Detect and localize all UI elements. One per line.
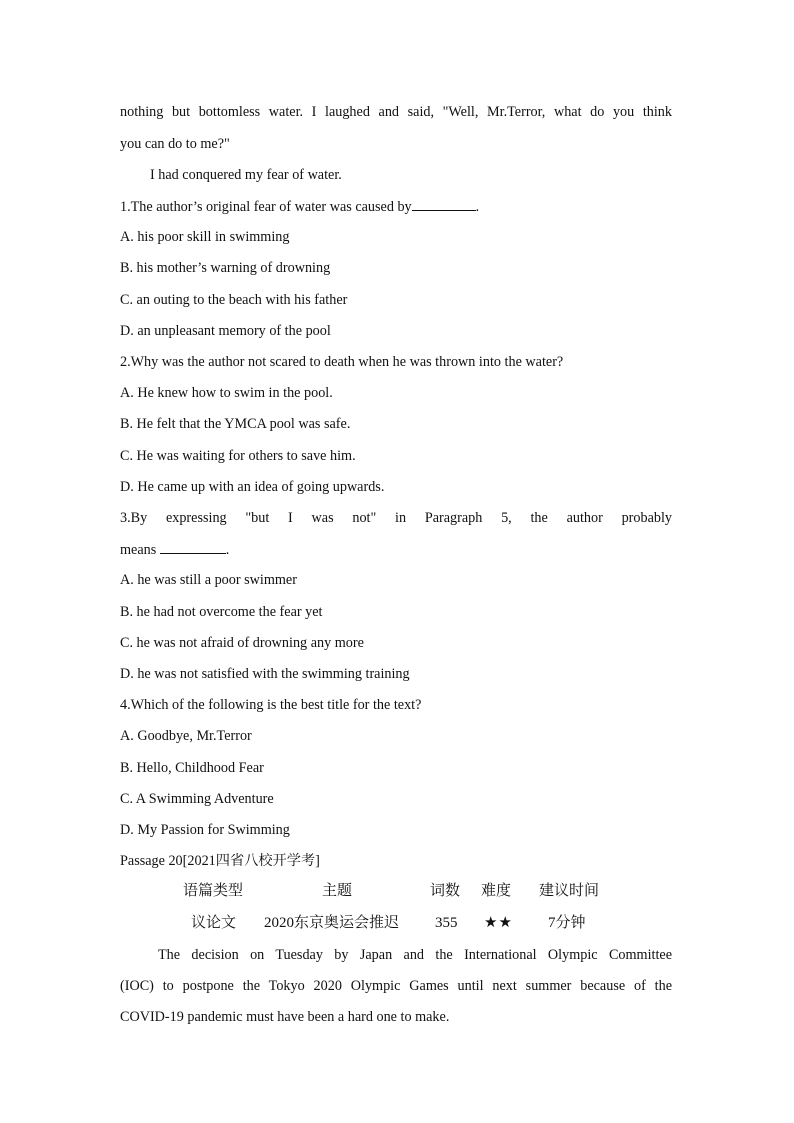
answer-blank [412, 196, 476, 211]
question-1-stem [120, 196, 672, 217]
paragraph-line: (IOC) to postpone the Tokyo 2020 Olympic Games until next summer because of the [120, 978, 672, 994]
option-c: C. A Swimming Adventure [120, 791, 274, 807]
value-genre: 议论文 [191, 915, 237, 931]
header-difficulty: 难度 [481, 883, 512, 899]
value-suggested-time: 7分钟 [548, 915, 586, 931]
option-a: A. his poor skill in swimming [120, 229, 290, 245]
option-d: D. he was not satisfied with the swimming training [120, 666, 410, 682]
question-3-stem: 3.By expressing "but I was not" in Paragraph 5, the author probably [120, 510, 672, 526]
passage-heading: Passage 20[2021四省八校开学考] [120, 853, 320, 869]
paragraph-line: The decision on Tuesday by Japan and the International Olympic Committee [158, 947, 672, 963]
paragraph-line: COVID-19 pandemic must have been a hard one to make. [120, 1009, 450, 1025]
header-suggested-time: 建议时间 [539, 883, 600, 899]
value-topic: 2020东京奥运会推迟 [264, 915, 400, 931]
header-genre: 语篇类型 [183, 883, 244, 899]
option-b: B. his mother’s warning of drowning [120, 260, 331, 276]
question-stem-text: means [120, 542, 157, 558]
option-d: D. He came up with an idea of going upwards. [120, 479, 385, 495]
option-b: B. He felt that the YMCA pool was safe. [120, 416, 351, 432]
option-d: D. an unpleasant memory of the pool [120, 323, 331, 339]
option-c: C. he was not afraid of drowning any more [120, 635, 364, 651]
option-d: D. My Passion for Swimming [120, 822, 290, 838]
question-3-stem-cont [120, 539, 672, 560]
header-topic: 主题 [322, 883, 353, 899]
option-a: A. he was still a poor swimmer [120, 572, 297, 588]
question-4-stem: 4.Which of the following is the best title for the text? [120, 697, 422, 713]
passage-info-header-row [0, 881, 794, 903]
answer-blank [160, 539, 226, 554]
question-stem-text: 1.The author’s original fear of water was caused by [120, 199, 412, 215]
option-a: A. He knew how to swim in the pool. [120, 385, 333, 401]
option-b: B. he had not overcome the fear yet [120, 604, 323, 620]
option-c: C. He was waiting for others to save him. [120, 448, 356, 464]
blank-suffix: . [475, 199, 480, 215]
question-2-stem: 2.Why was the author not scared to death when he was thrown into the water? [120, 354, 564, 370]
paragraph-line: I had conquered my fear of water. [150, 167, 342, 183]
value-difficulty: ★★ [484, 915, 513, 931]
option-b: B. Hello, Childhood Fear [120, 760, 264, 776]
blank-suffix: . [225, 542, 230, 558]
value-word-count: 355 [435, 915, 458, 931]
option-c: C. an outing to the beach with his father [120, 292, 348, 308]
paragraph-line: you can do to me?" [120, 136, 230, 152]
header-word-count: 词数 [430, 883, 461, 899]
passage-info-value-row [0, 913, 794, 935]
option-a: A. Goodbye, Mr.Terror [120, 728, 252, 744]
paragraph-line: nothing but bottomless water. I laughed and said, "Well, Mr.Terror, what do you think [120, 104, 672, 120]
